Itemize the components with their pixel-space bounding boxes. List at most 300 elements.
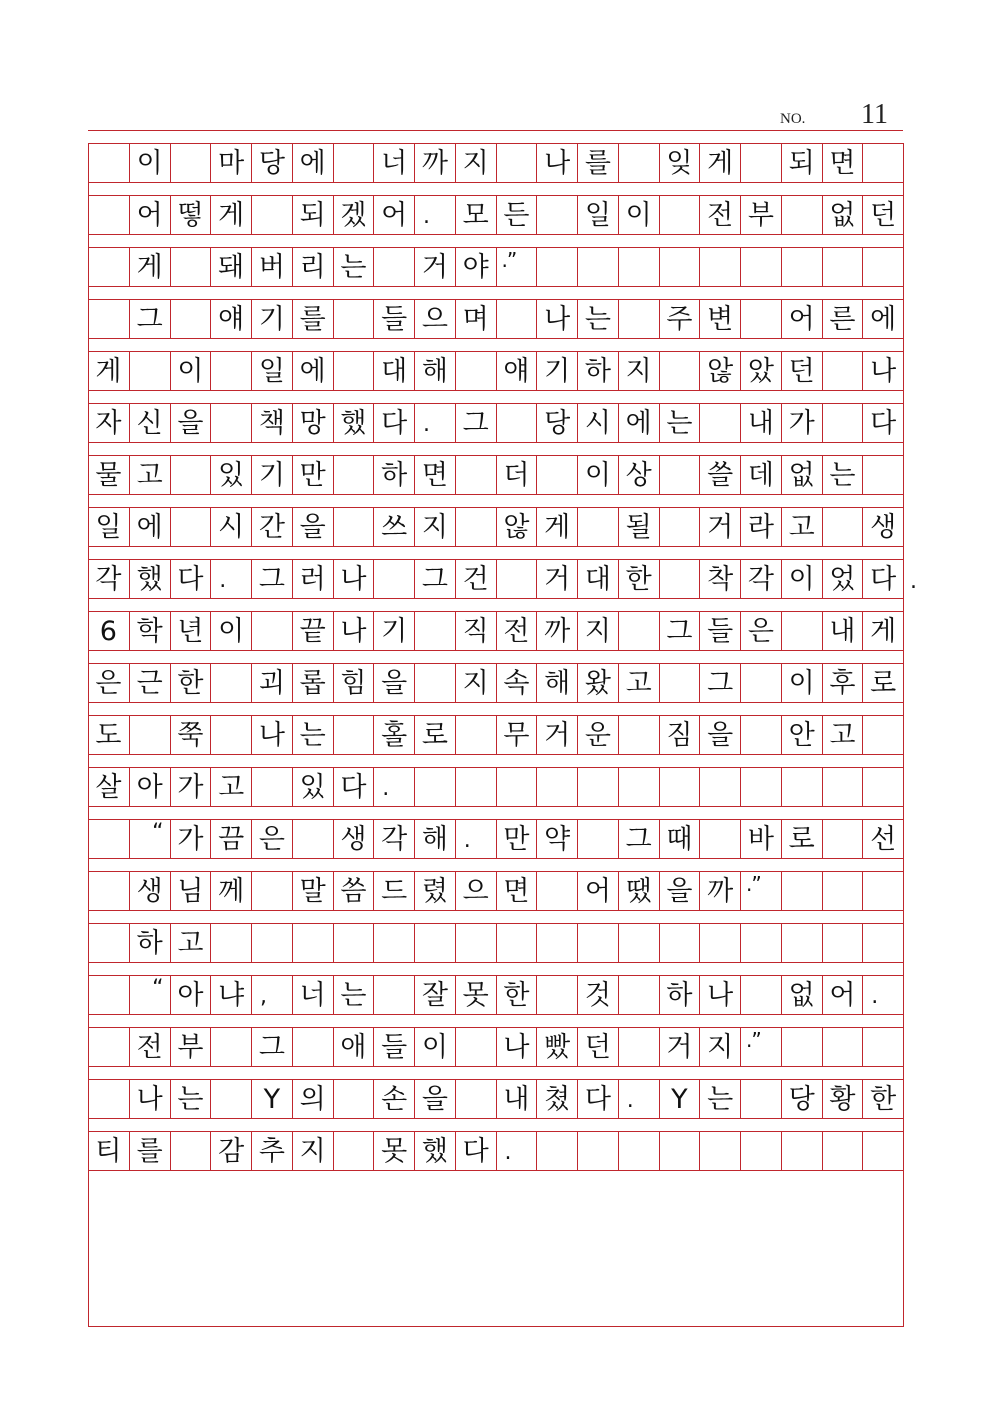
grid-cell: 돼: [210, 248, 251, 286]
grid-cell: 이: [781, 560, 822, 598]
grid-cell: 지: [618, 352, 659, 390]
grid-cell: [618, 612, 659, 650]
grid-cell: [740, 144, 781, 182]
grid-cell: [496, 560, 537, 598]
grid-cell: 그: [659, 612, 700, 650]
grid-cell: [170, 248, 211, 286]
grid-cell: 로: [862, 664, 903, 702]
grid-cell: 없: [781, 456, 822, 494]
grid-cell: [496, 144, 537, 182]
grid-cell: [822, 1028, 863, 1066]
grid-cell: [292, 820, 333, 858]
grid-cell: [536, 456, 577, 494]
grid-cell: 했: [129, 560, 170, 598]
grid-row: [88, 559, 917, 599]
grid-cell: 될: [618, 508, 659, 546]
grid-cell: 않: [496, 508, 537, 546]
grid-cell: 은: [740, 612, 781, 650]
grid-cell: [333, 352, 374, 390]
grid-cell: 부: [170, 1028, 211, 1066]
grid-cell: [210, 716, 251, 754]
grid-cell: 티: [95, 1135, 122, 1167]
grid-cell: [822, 404, 863, 442]
grid-cell: [496, 300, 537, 338]
grid-cell: [455, 768, 496, 806]
grid-cell: [333, 456, 374, 494]
grid-cell: 주: [659, 300, 700, 338]
grid-cell: [333, 924, 374, 962]
grid-cell: 고: [210, 768, 251, 806]
grid-cell: 어: [373, 196, 414, 234]
grid-cell: [862, 248, 903, 286]
grid-cell: 나: [333, 560, 374, 598]
grid-cell: [659, 456, 700, 494]
grid-cell: [781, 1132, 822, 1170]
grid-cell: 선: [862, 820, 903, 858]
grid-cell: Y: [251, 1080, 292, 1118]
grid-cell: [659, 768, 700, 806]
grid-cell: 황: [822, 1080, 863, 1118]
grid-cell: [618, 1028, 659, 1066]
grid-cell: 당: [781, 1080, 822, 1118]
grid-cell: 버: [251, 248, 292, 286]
grid-cell: 끔: [210, 820, 251, 858]
grid-cell: [333, 508, 374, 546]
grid-cell: [333, 716, 374, 754]
grid-cell: 는: [822, 456, 863, 494]
grid-cell: 는: [699, 1080, 740, 1118]
grid-cell: 가: [781, 404, 822, 442]
grid-cell: 했: [414, 1132, 455, 1170]
grid-cell: [129, 352, 170, 390]
grid-cell: ,: [251, 976, 292, 1014]
grid-cell: 기: [373, 612, 414, 650]
grid-cell: .: [414, 404, 455, 442]
grid-cell: 지: [455, 664, 496, 702]
grid-cell: 잘: [414, 976, 455, 1014]
grid-cell: [659, 1132, 700, 1170]
grid-cell: [88, 300, 129, 338]
grid-cell: 아: [129, 768, 170, 806]
grid-cell: [862, 768, 903, 806]
grid-cell: 를: [577, 144, 618, 182]
grid-cell: [659, 352, 700, 390]
grid-cell: [659, 560, 700, 598]
grid-cell: 었: [822, 560, 863, 598]
grid-cell: .”: [740, 872, 781, 910]
grid-cell: .”: [496, 248, 537, 286]
grid-cell: 왔: [577, 664, 618, 702]
grid-cell: 되: [292, 196, 333, 234]
grid-cell: 이: [781, 664, 822, 702]
grid-cell: 을: [659, 872, 700, 910]
grid-row: [88, 403, 903, 443]
grid-cell: 거: [699, 508, 740, 546]
grid-cell: [210, 664, 251, 702]
grid-cell: [822, 1132, 863, 1170]
grid-row: [88, 663, 903, 703]
grid-cell: 떻: [170, 196, 211, 234]
grid-cell: 하: [373, 456, 414, 494]
grid-cell: 땠: [618, 872, 659, 910]
grid-cell: 지: [455, 144, 496, 182]
grid-cell: [455, 1080, 496, 1118]
grid-cell: 거: [414, 248, 455, 286]
grid-cell: 각: [740, 560, 781, 598]
grid-row: [88, 819, 903, 859]
grid-row: [88, 143, 903, 183]
grid-cell: 망: [292, 404, 333, 442]
grid-cell: 는: [333, 976, 374, 1014]
grid-cell: [862, 1028, 903, 1066]
grid-cell: [618, 144, 659, 182]
grid-cell: .: [210, 560, 251, 598]
grid-cell: 지: [292, 1132, 333, 1170]
grid-row: [88, 351, 903, 391]
grid-cell: 감: [210, 1132, 251, 1170]
grid-cell: 를: [292, 300, 333, 338]
grid-cell: [88, 248, 129, 286]
grid-cell: [618, 300, 659, 338]
grid-cell: [577, 508, 618, 546]
grid-cell: 지: [414, 508, 455, 546]
grid-cell: 리: [292, 248, 333, 286]
grid-cell: .: [373, 768, 414, 806]
grid-cell: 건: [455, 560, 496, 598]
grid-cell: [536, 248, 577, 286]
grid-cell: “: [129, 820, 170, 858]
grid-cell: .: [414, 196, 455, 234]
grid-cell: 6: [99, 615, 117, 647]
grid-cell: [88, 196, 129, 234]
grid-cell: [333, 1080, 374, 1118]
grid-cell: [822, 352, 863, 390]
grid-cell: 운: [577, 716, 618, 754]
grid-cell: 께: [210, 872, 251, 910]
grid-cell: [659, 508, 700, 546]
grid-cell: 잊: [659, 144, 700, 182]
grid-cell: [659, 248, 700, 286]
grid-cell: [496, 404, 537, 442]
grid-cell: 그: [699, 664, 740, 702]
grid-cell: 짐: [659, 716, 700, 754]
grid-cell: 있: [292, 768, 333, 806]
grid-cell: .: [496, 1132, 537, 1170]
grid-cell: [781, 924, 822, 962]
grid-cell: [740, 1080, 781, 1118]
grid-cell: 을: [292, 508, 333, 546]
grid-cell: 에: [129, 508, 170, 546]
grid-cell: [740, 924, 781, 962]
grid-cell: 까: [536, 612, 577, 650]
grid-cell: [822, 508, 863, 546]
grid-cell: 쳤: [536, 1080, 577, 1118]
grid-cell: 나: [699, 976, 740, 1014]
grid-cell: 일: [95, 511, 122, 543]
grid-cell: 빴: [536, 1028, 577, 1066]
grid-cell: [251, 196, 292, 234]
grid-cell: 데: [740, 456, 781, 494]
page-number-label: NO.: [780, 111, 806, 127]
grid-cell: 을: [414, 1080, 455, 1118]
grid-cell: 게: [95, 355, 122, 387]
grid-cell: 까: [699, 872, 740, 910]
grid-cell: [699, 924, 740, 962]
grid-cell: 든: [496, 196, 537, 234]
grid-cell: [862, 716, 903, 754]
grid-cell: [333, 1132, 374, 1170]
grid-cell: [618, 976, 659, 1014]
grid-cell: 고: [822, 716, 863, 754]
grid-row: [88, 923, 903, 963]
grid-cell: 일: [251, 352, 292, 390]
grid-cell: 만: [292, 456, 333, 494]
grid-cell: 그: [129, 300, 170, 338]
grid-cell: 어: [781, 300, 822, 338]
grid-cell: [210, 404, 251, 442]
grid-cell: [822, 820, 863, 858]
grid-cell: 나: [536, 300, 577, 338]
grid-cell: 전: [496, 612, 537, 650]
grid-cell: 있: [210, 456, 251, 494]
grid-cell: 신: [129, 404, 170, 442]
grid-cell: 의: [292, 1080, 333, 1118]
grid-cell: [536, 768, 577, 806]
grid-cell: [88, 976, 129, 1014]
grid-cell: 이: [618, 196, 659, 234]
grid-cell: [88, 144, 129, 182]
grid-cell: [699, 820, 740, 858]
grid-cell: [455, 456, 496, 494]
grid-cell: 롭: [292, 664, 333, 702]
grid-cell: [455, 924, 496, 962]
grid-cell: 게: [129, 248, 170, 286]
grid-cell: 씀: [333, 872, 374, 910]
grid-cell: [659, 924, 700, 962]
grid-cell: 년: [170, 612, 211, 650]
grid-cell: [373, 924, 414, 962]
grid-cell: 은: [95, 667, 122, 699]
grid-cell: 이: [210, 612, 251, 650]
grid-cell: 학: [129, 612, 170, 650]
grid-cell: 며: [455, 300, 496, 338]
grid-row: [88, 507, 903, 547]
grid-cell: 하: [129, 924, 170, 962]
grid-cell: 힘: [333, 664, 374, 702]
grid-cell: 게: [862, 612, 903, 650]
grid-cell: [170, 508, 211, 546]
grid-cell: 변: [699, 300, 740, 338]
grid-cell: [659, 664, 700, 702]
grid-cell: [455, 352, 496, 390]
grid-cell: 를: [129, 1132, 170, 1170]
grid-cell: [496, 924, 537, 962]
grid-cell: 살: [95, 771, 122, 803]
grid-cell: [699, 1132, 740, 1170]
grid-cell: 이: [414, 1028, 455, 1066]
grid-cell: 그: [251, 1028, 292, 1066]
grid-cell: 내: [496, 1080, 537, 1118]
grid-cell: 직: [455, 612, 496, 650]
grid-cell: 았: [740, 352, 781, 390]
grid-cell: 에: [862, 300, 903, 338]
grid-cell: 을: [170, 404, 211, 442]
grid-cell: 에: [292, 352, 333, 390]
grid-cell: 안: [781, 716, 822, 754]
grid-cell: 얘: [210, 300, 251, 338]
grid-cell: 만: [496, 820, 537, 858]
grid-cell: 하: [659, 976, 700, 1014]
grid-cell: 못: [455, 976, 496, 1014]
grid-cell: 에: [618, 404, 659, 442]
grid-cell: [210, 924, 251, 962]
grid-cell: [577, 768, 618, 806]
grid-cell: [251, 768, 292, 806]
grid-cell: 그: [251, 560, 292, 598]
grid-cell: [740, 248, 781, 286]
grid-cell: 는: [170, 1080, 211, 1118]
grid-cell: 던: [577, 1028, 618, 1066]
grid-cell: [88, 1080, 129, 1118]
grid-cell: 한: [496, 976, 537, 1014]
grid-cell: 일: [577, 196, 618, 234]
grid-cell: 이: [129, 144, 170, 182]
grid-cell: 내: [740, 404, 781, 442]
grid-cell: 내: [822, 612, 863, 650]
grid-cell: 지: [577, 612, 618, 650]
grid-cell: 생: [862, 508, 903, 546]
grid-cell: [618, 768, 659, 806]
grid-cell: [577, 820, 618, 858]
grid-cell: [496, 768, 537, 806]
grid-cell: [740, 664, 781, 702]
grid-cell: 야: [455, 248, 496, 286]
grid-cell: 책: [251, 404, 292, 442]
grid-cell: 하: [577, 352, 618, 390]
grid-cell: 다: [373, 404, 414, 442]
grid-cell: [210, 352, 251, 390]
grid-cell: [373, 248, 414, 286]
grid-cell: [862, 924, 903, 962]
grid-cell: [455, 1028, 496, 1066]
grid-row: [88, 247, 903, 287]
grid-cell: 너: [292, 976, 333, 1014]
grid-cell: 애: [333, 1028, 374, 1066]
grid-cell: 부: [740, 196, 781, 234]
grid-cell: [536, 1132, 577, 1170]
grid-cell: 면: [822, 144, 863, 182]
grid-cell: [170, 300, 211, 338]
grid-cell: 착: [699, 560, 740, 598]
grid-cell: [781, 872, 822, 910]
grid-cell: 나: [333, 612, 374, 650]
grid-cell: 했: [333, 404, 374, 442]
grid-cell: 그: [455, 404, 496, 442]
grid-cell: 기: [251, 456, 292, 494]
grid-cell: 게: [210, 196, 251, 234]
grid-cell: 나: [862, 352, 903, 390]
grid-cell: 다: [170, 560, 211, 598]
grid-cell: [292, 924, 333, 962]
grid-cell: 시: [577, 404, 618, 442]
grid-cell: 렸: [414, 872, 455, 910]
grid-cell: 손: [373, 1080, 414, 1118]
grid-cell: 더: [496, 456, 537, 494]
grid-cell: 고: [129, 456, 170, 494]
grid-cell: 생: [129, 872, 170, 910]
grid-cell: 시: [210, 508, 251, 546]
grid-cell: 게: [536, 508, 577, 546]
grid-cell: 못: [373, 1132, 414, 1170]
grid-cell: 근: [129, 664, 170, 702]
grid-cell: [618, 924, 659, 962]
grid-row: [88, 611, 903, 651]
grid-cell: [455, 716, 496, 754]
grid-cell: [781, 248, 822, 286]
grid-cell: 너: [373, 144, 414, 182]
grid-cell: 모: [455, 196, 496, 234]
grid-cell: 해: [414, 820, 455, 858]
grid-cell: 후: [822, 664, 863, 702]
grid-cell: 생: [333, 820, 374, 858]
grid-row: [88, 195, 903, 235]
grid-cell: “: [129, 976, 170, 1014]
grid-cell: 한: [862, 1080, 903, 1118]
grid-row: [88, 299, 903, 339]
grid-cell: 않: [699, 352, 740, 390]
grid-cell: 어: [577, 872, 618, 910]
blank-bottom-area: [88, 1170, 903, 1327]
grid-cell: 기: [536, 352, 577, 390]
grid-cell: 전: [129, 1028, 170, 1066]
grid-cell: 괴: [251, 664, 292, 702]
grid-cell: 아: [170, 976, 211, 1014]
grid-cell: [88, 1028, 129, 1066]
grid-cell: [862, 456, 903, 494]
grid-cell: [292, 1028, 333, 1066]
grid-cell: 냐: [210, 976, 251, 1014]
grid-cell: [373, 976, 414, 1014]
grid-cell: 으: [455, 872, 496, 910]
grid-cell: 지: [699, 1028, 740, 1066]
grid-cell: [822, 248, 863, 286]
grid-cell: [536, 924, 577, 962]
grid-cell: 얘: [496, 352, 537, 390]
grid-cell: 다: [455, 1132, 496, 1170]
grid-row: [88, 715, 903, 755]
grid-cell: 로: [414, 716, 455, 754]
grid-cell: [618, 1132, 659, 1170]
grid-row: [88, 871, 903, 911]
grid-cell: 한: [618, 560, 659, 598]
grid-cell: [88, 924, 129, 962]
grid-cell: [862, 144, 903, 182]
grid-cell: 던: [862, 196, 903, 234]
grid-cell: 도: [95, 719, 122, 751]
grid-cell: 추: [251, 1132, 292, 1170]
grid-cell: [740, 768, 781, 806]
grid-cell: [577, 1132, 618, 1170]
grid-cell: 어: [129, 196, 170, 234]
grid-cell: [862, 1132, 903, 1170]
grid-cell: .”: [740, 1028, 781, 1066]
grid-cell: 드: [373, 872, 414, 910]
grid-cell: [822, 768, 863, 806]
grid-cell: 그: [414, 560, 455, 598]
grid-cell: 으: [414, 300, 455, 338]
grid-cell: 나: [496, 1028, 537, 1066]
grid-cell: 는: [292, 716, 333, 754]
